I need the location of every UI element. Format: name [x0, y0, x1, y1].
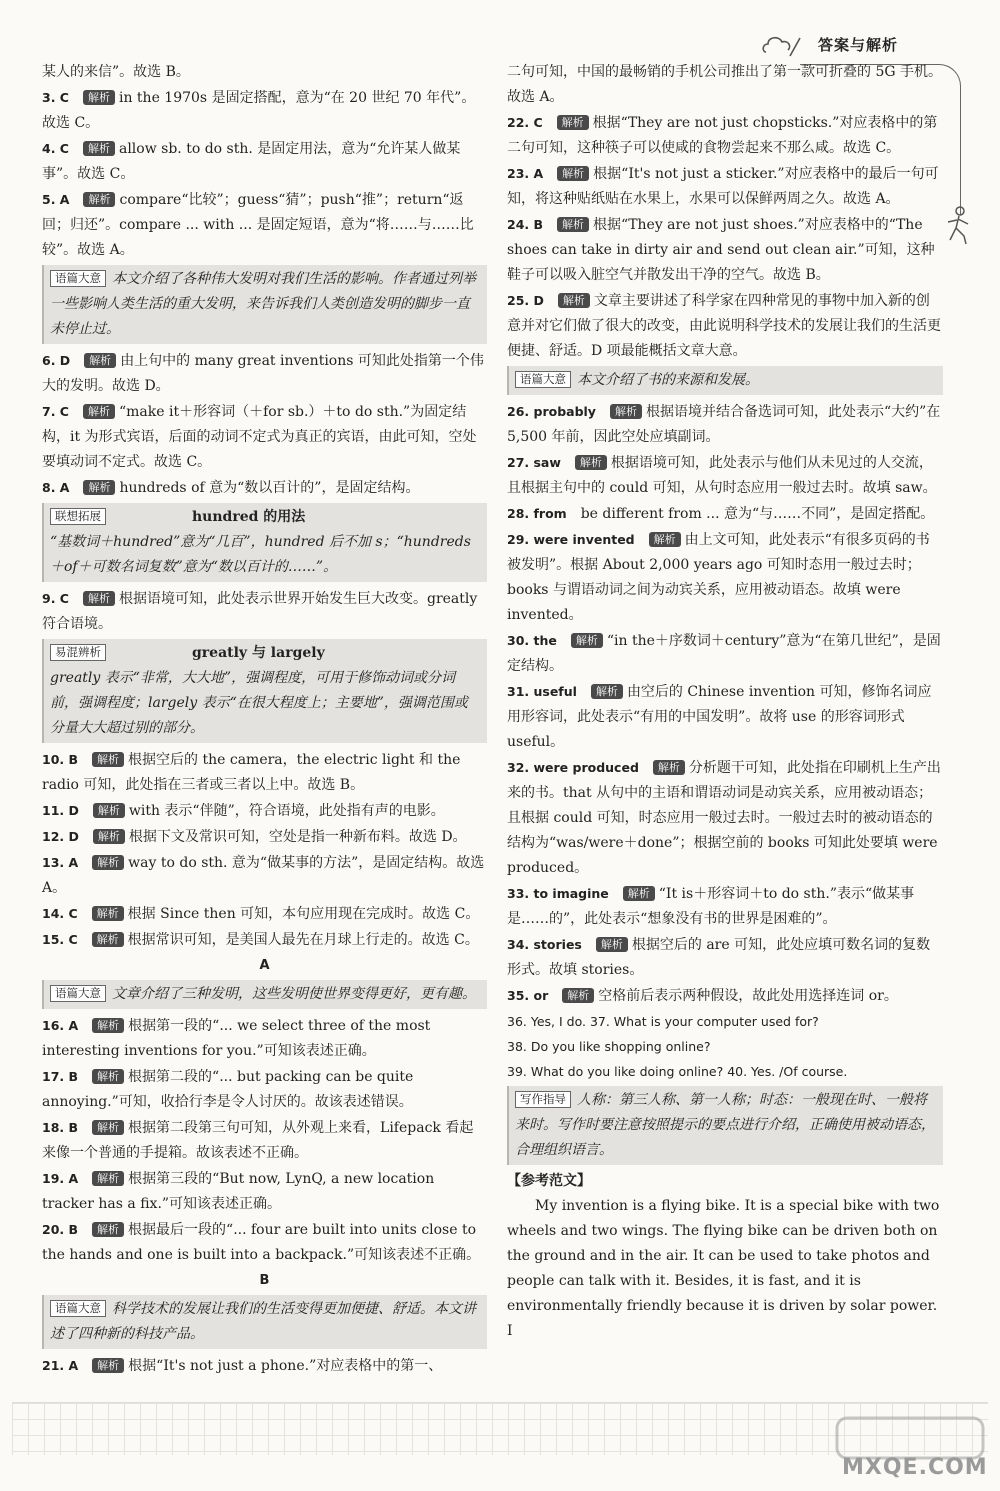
note-heading: hundred 的用法 [192, 509, 306, 525]
item-number: 30. the [507, 633, 557, 648]
item-text: hundreds of 意为“数以百计的”，是固定结构。 [119, 480, 420, 496]
analysis-tag: 解析 [575, 455, 607, 470]
item-text: 根据 Since then 可知，本句应用现在完成时。故选 C。 [127, 906, 480, 922]
note-box [42, 503, 487, 582]
answer-item [42, 798, 487, 824]
answer-item [42, 136, 487, 187]
analysis-tag: 解析 [92, 752, 124, 767]
answer-item [42, 901, 487, 927]
item-number: 13. A [42, 855, 79, 870]
answer-line: 39. What do you like doing online? 40. Yes. /Of course. [507, 1064, 848, 1079]
item-text: 根据语境可知，此处表示世界开始发生巨大改变。greatly 符合语境。 [42, 591, 478, 632]
answer-item [507, 932, 943, 983]
analysis-tag: 解析 [92, 1358, 124, 1373]
answer-item [42, 1013, 487, 1064]
item-text: 文章主要讲述了科学家在四种常见的事物中加入新的创意并对它们做了很大的改变，由此说明科学技术的发展让我们的生活更便捷、舒适。D 项最能概括文章大意。 [507, 293, 941, 359]
item-number: 4. C [42, 141, 69, 156]
note-heading: greatly 与 largely [192, 645, 325, 661]
page-header [760, 28, 980, 64]
analysis-tag: 解析 [83, 192, 115, 207]
item-number: 27. saw [507, 455, 561, 470]
item-text: 根据第二段第三句可知，从外观上来看，Lifepack 看起来像一个普通的手提箱。故该表述不正确。 [42, 1120, 474, 1161]
item-text: “in the＋序数词＋century”意为“在第几世纪”，是固定结构。 [507, 633, 941, 674]
answer-item [507, 110, 943, 161]
note-box [42, 980, 487, 1009]
answer-item [507, 755, 943, 881]
analysis-tag: 解析 [610, 404, 642, 419]
answer-item [507, 501, 943, 527]
item-number: 8. A [42, 480, 70, 495]
answer-item [42, 1064, 487, 1115]
note-label: 语篇大意 [50, 985, 106, 1002]
analysis-tag: 解析 [92, 1069, 124, 1084]
answer-item [42, 850, 487, 901]
item-text: allow sb. to do sth. 是固定用法，意为“允许某人做某事”。故选 C。 [42, 141, 461, 182]
answer-item [42, 348, 487, 399]
item-number: 34. stories [507, 937, 582, 952]
item-number: 32. were produced [507, 760, 639, 775]
cloud-icon [760, 28, 804, 60]
item-text: 分析题干可知，此处指在印刷机上生产出来的书。that 从句中的主语和谓语动词是动宾关系，应用被动语态；且根据 could 可知，时态应用一般过去时。一般过去时的被动语态的结构为“was/were＋done”；根据空前的 books 可知此处要填 were produced。 [507, 760, 941, 876]
item-number: 10. B [42, 752, 79, 767]
paragraph: 二句可知，中国的最畅销的手机公司推出了第一款可折叠的 5G 手机。故选 A。 [507, 64, 942, 105]
passage-label: A [259, 958, 270, 973]
item-text: 根据最后一段的“... four are built into units close to the hands and one is built into a backpack.”可知该表述不正确。 [42, 1222, 481, 1263]
answer-item [507, 881, 943, 932]
item-number: 3. C [42, 90, 69, 105]
analysis-tag: 解析 [92, 932, 124, 947]
answer-item [507, 288, 943, 364]
analysis-tag: 解析 [571, 633, 603, 648]
item-text: 由上句中的 many great inventions 可知此处指第一个伟大的发明。故选 D。 [42, 353, 484, 394]
item-number: 7. C [42, 404, 69, 419]
note-box [42, 639, 487, 743]
item-number: 33. to imagine [507, 886, 609, 901]
note-box [507, 1086, 943, 1165]
answer-item [507, 527, 943, 628]
item-number: 31. useful [507, 684, 577, 699]
answer-item [42, 747, 487, 798]
item-text: “It is＋形容词＋to do sth.”表示“做某事是……的”，此处表示“想象没有书的世界是困难的”。 [507, 886, 915, 927]
item-text: 根据下文及常识可知，空处是指一种新布料。故选 D。 [128, 829, 467, 845]
analysis-tag: 解析 [92, 1171, 124, 1186]
analysis-tag: 解析 [649, 532, 681, 547]
analysis-tag: 解析 [83, 141, 115, 156]
analysis-tag: 解析 [83, 90, 115, 105]
answer-item [42, 1166, 487, 1217]
item-text: 由上文可知，此处表示“有很多页码的书被发明”。根据 About 2,000 years ago 可知时态用一般过去时；books 与谓语动词之间为动宾关系，应用被动语态。故填 were invented。 [507, 532, 930, 623]
item-number: 16. A [42, 1018, 79, 1033]
analysis-tag: 解析 [623, 886, 655, 901]
item-text: 根据语境并结合备选词可知，此处表示“大约”在 5,500 年前，因此空处应填副词。 [507, 404, 941, 445]
answer-item [42, 399, 487, 475]
item-number: 35. or [507, 988, 549, 1003]
answer-item [42, 586, 487, 637]
sample-heading: 【参考范文】 [507, 1173, 591, 1189]
analysis-tag: 解析 [653, 760, 685, 775]
item-text: with 表示“伴随”，符合语境，此处指有声的电影。 [128, 803, 445, 819]
item-number: 20. B [42, 1222, 79, 1237]
item-number: 22. C [507, 115, 543, 130]
right-column [507, 60, 943, 1344]
note-text: 本文介绍了书的来源和发展。 [577, 372, 759, 388]
item-number: 23. A [507, 166, 544, 181]
analysis-tag: 解析 [93, 803, 125, 818]
answer-item [42, 187, 487, 263]
note-label: 语篇大意 [50, 270, 106, 287]
item-text: 根据“They are not just chopsticks.”对应表格中的第二句可知，这种筷子可以使咸的食物尝起来不那么咸。故选 C。 [507, 115, 938, 156]
note-text: “基数词＋hundred”意为“几百”，hundred 后不加 s；“hundreds＋of＋可数名词复数”意为“数以百计的……”。 [50, 534, 471, 575]
item-text: compare“比较”；guess“猜”；push“推”；return“返回；归还”。compare ... with ... 是固定短语，意为“将……与……比较”。故选 A。 [42, 192, 474, 258]
item-text: 根据第二段的“... but packing can be quite annoying.”可知，收拾行李是令人讨厌的。故该表述错误。 [42, 1069, 414, 1110]
item-text: 根据第一段的“... we select three of the most interesting inventions for you.”可知该表述正确。 [42, 1018, 431, 1059]
item-text: 根据第三段的“But now, LynQ, a new location tracker has a fix.”可知该表述正确。 [42, 1171, 435, 1212]
item-number: 15. C [42, 932, 78, 947]
item-text: 空格前后表示两种假设，故此处用选择连词 or。 [598, 988, 898, 1004]
answer-item [42, 475, 487, 501]
answer-item [507, 628, 943, 679]
section-title: 答案与解析 [818, 36, 899, 54]
item-number: 29. were invented [507, 532, 635, 547]
analysis-tag: 解析 [83, 404, 115, 419]
item-text: 根据空后的 the camera，the electric light 和 the radio 可知，此处指在三者或三者以上中。故选 B。 [42, 752, 461, 793]
left-column [42, 60, 487, 1379]
note-label: 易混辨析 [50, 644, 106, 661]
answer-item [42, 1353, 487, 1379]
analysis-tag: 解析 [558, 293, 590, 308]
note-text: 文章介绍了三种发明，这些发明使世界变得更好，更有趣。 [112, 986, 476, 1002]
answer-item [42, 824, 487, 850]
item-number: 21. A [42, 1358, 79, 1373]
note-box [42, 265, 487, 344]
note-text: greatly 表示“非常，大大地”，强调程度，可用于修饰动词或分词前，强调程度；largely 表示“在很大程度上；主要地”，强调范围或分量大大超过别的部分。 [50, 670, 468, 736]
answer-item [507, 399, 943, 450]
answer-item [507, 679, 943, 755]
answer-item [42, 1217, 487, 1268]
passage-label: B [259, 1273, 270, 1288]
item-number: 6. D [42, 353, 71, 368]
item-text: be different from ... 意为“与……不同”，是固定搭配。 [580, 506, 935, 522]
paragraph: 某人的来信”。故选 B。 [42, 64, 190, 80]
analysis-tag: 解析 [92, 1120, 124, 1135]
item-text: “make it＋形容词（＋for sb.）＋to do sth.”为固定结构，it 为形式宾语，后面的动词不定式为真正的宾语，由此可知，空处要填动词不定式。故选 C。 [42, 404, 477, 470]
answer-item [42, 1115, 487, 1166]
analysis-tag: 解析 [83, 480, 115, 495]
item-text: 根据空后的 are 可知，此处应填可数名词的复数形式。故填 stories。 [507, 937, 931, 978]
analysis-tag: 解析 [84, 353, 116, 368]
answer-item [507, 212, 943, 288]
analysis-tag: 解析 [92, 1222, 124, 1237]
item-text: 根据语境可知，此处表示与他们从未见过的人交流，且根据主句中的 could 可知，从句时态应用一般过去时。故填 saw。 [507, 455, 937, 496]
watermark-text: MXQE.COM [842, 1455, 988, 1480]
item-number: 24. B [507, 217, 544, 232]
item-text: way to do sth. 意为“做某事的方法”，是固定结构。故选 A。 [42, 855, 485, 896]
item-text: 根据“They are not just shoes.”对应表格中的“The shoes can take in dirty air and send out clean air.”可知，这种鞋子可以吸入脏空气并散发出干净的空气。故选 B。 [507, 217, 935, 283]
item-number: 12. D [42, 829, 79, 844]
item-text: 根据“It's not just a sticker.”对应表格中的最后一句可知，将这种贴纸贴在水果上，水果可以保鲜两周之久。故选 A。 [507, 166, 939, 207]
analysis-tag: 解析 [92, 906, 124, 921]
note-text: 本文介绍了各种伟大发明对我们生活的影响。作者通过列举一些影响人类生活的重大发明，来告诉我们人类创造发明的脚步一直未停止过。 [50, 271, 476, 337]
note-text: 科学技术的发展让我们的生活变得更加便捷、舒适。本文讲述了四种新的科技产品。 [50, 1301, 476, 1342]
analysis-tag: 解析 [557, 115, 589, 130]
analysis-tag: 解析 [83, 591, 115, 606]
item-text: 根据常识可知，是美国人最先在月球上行走的。故选 C。 [127, 932, 479, 948]
analysis-tag: 解析 [93, 829, 125, 844]
item-number: 19. A [42, 1171, 79, 1186]
analysis-tag: 解析 [591, 684, 623, 699]
note-label: 语篇大意 [50, 1300, 106, 1317]
analysis-tag: 解析 [92, 1018, 124, 1033]
item-text: 根据“It's not just a phone.”对应表格中的第一、 [128, 1358, 443, 1374]
note-box [42, 1295, 487, 1349]
note-label: 语篇大意 [515, 371, 571, 388]
note-box [507, 366, 943, 395]
analysis-tag: 解析 [92, 855, 124, 870]
note-text: 人称：第三人称、第一人称；时态：一般现在时、一般将来时。写作时要注意按照提示的要点进行介绍，正确使用被动语态，合理组织语言。 [515, 1092, 935, 1158]
sample-essay: My invention is a flying bike. It is a special bike with two wheels and two wings. The flying bike can be driven both on the ground and in the air. It can be used to take photos and people can talk with it. Besides, it is fast, and it is environmentally friendly because it is driven by solar power. I [507, 1198, 940, 1339]
analysis-tag: 解析 [596, 937, 628, 952]
item-number: 14. C [42, 906, 78, 921]
item-number: 11. D [42, 803, 79, 818]
item-number: 26. probably [507, 404, 596, 419]
item-number: 17. B [42, 1069, 79, 1084]
analysis-tag: 解析 [562, 988, 594, 1003]
item-text: 由空后的 Chinese invention 可知，修饰名词应用形容词，此处表示“有用的中国发明”。故将 use 的形容词形式 useful。 [507, 684, 932, 750]
note-label: 写作指导 [515, 1091, 571, 1108]
running-figure-icon [944, 206, 972, 246]
answer-line: 38. Do you like shopping online? [507, 1039, 711, 1054]
item-number: 9. C [42, 591, 69, 606]
item-number: 28. from [507, 506, 567, 521]
item-number: 18. B [42, 1120, 79, 1135]
answer-item [507, 450, 943, 501]
item-text: in the 1970s 是固定搭配，意为“在 20 世纪 70 年代”。故选 C。 [42, 90, 476, 131]
analysis-tag: 解析 [557, 166, 589, 181]
answer-item [42, 927, 487, 953]
answer-item [507, 161, 943, 212]
item-number: 25. D [507, 293, 544, 308]
answer-item [42, 85, 487, 136]
analysis-tag: 解析 [557, 217, 589, 232]
note-label: 联想拓展 [50, 508, 106, 525]
answer-item [507, 983, 943, 1009]
item-number: 5. A [42, 192, 70, 207]
answer-line: 36. Yes, I do. 37. What is your computer used for? [507, 1014, 819, 1029]
